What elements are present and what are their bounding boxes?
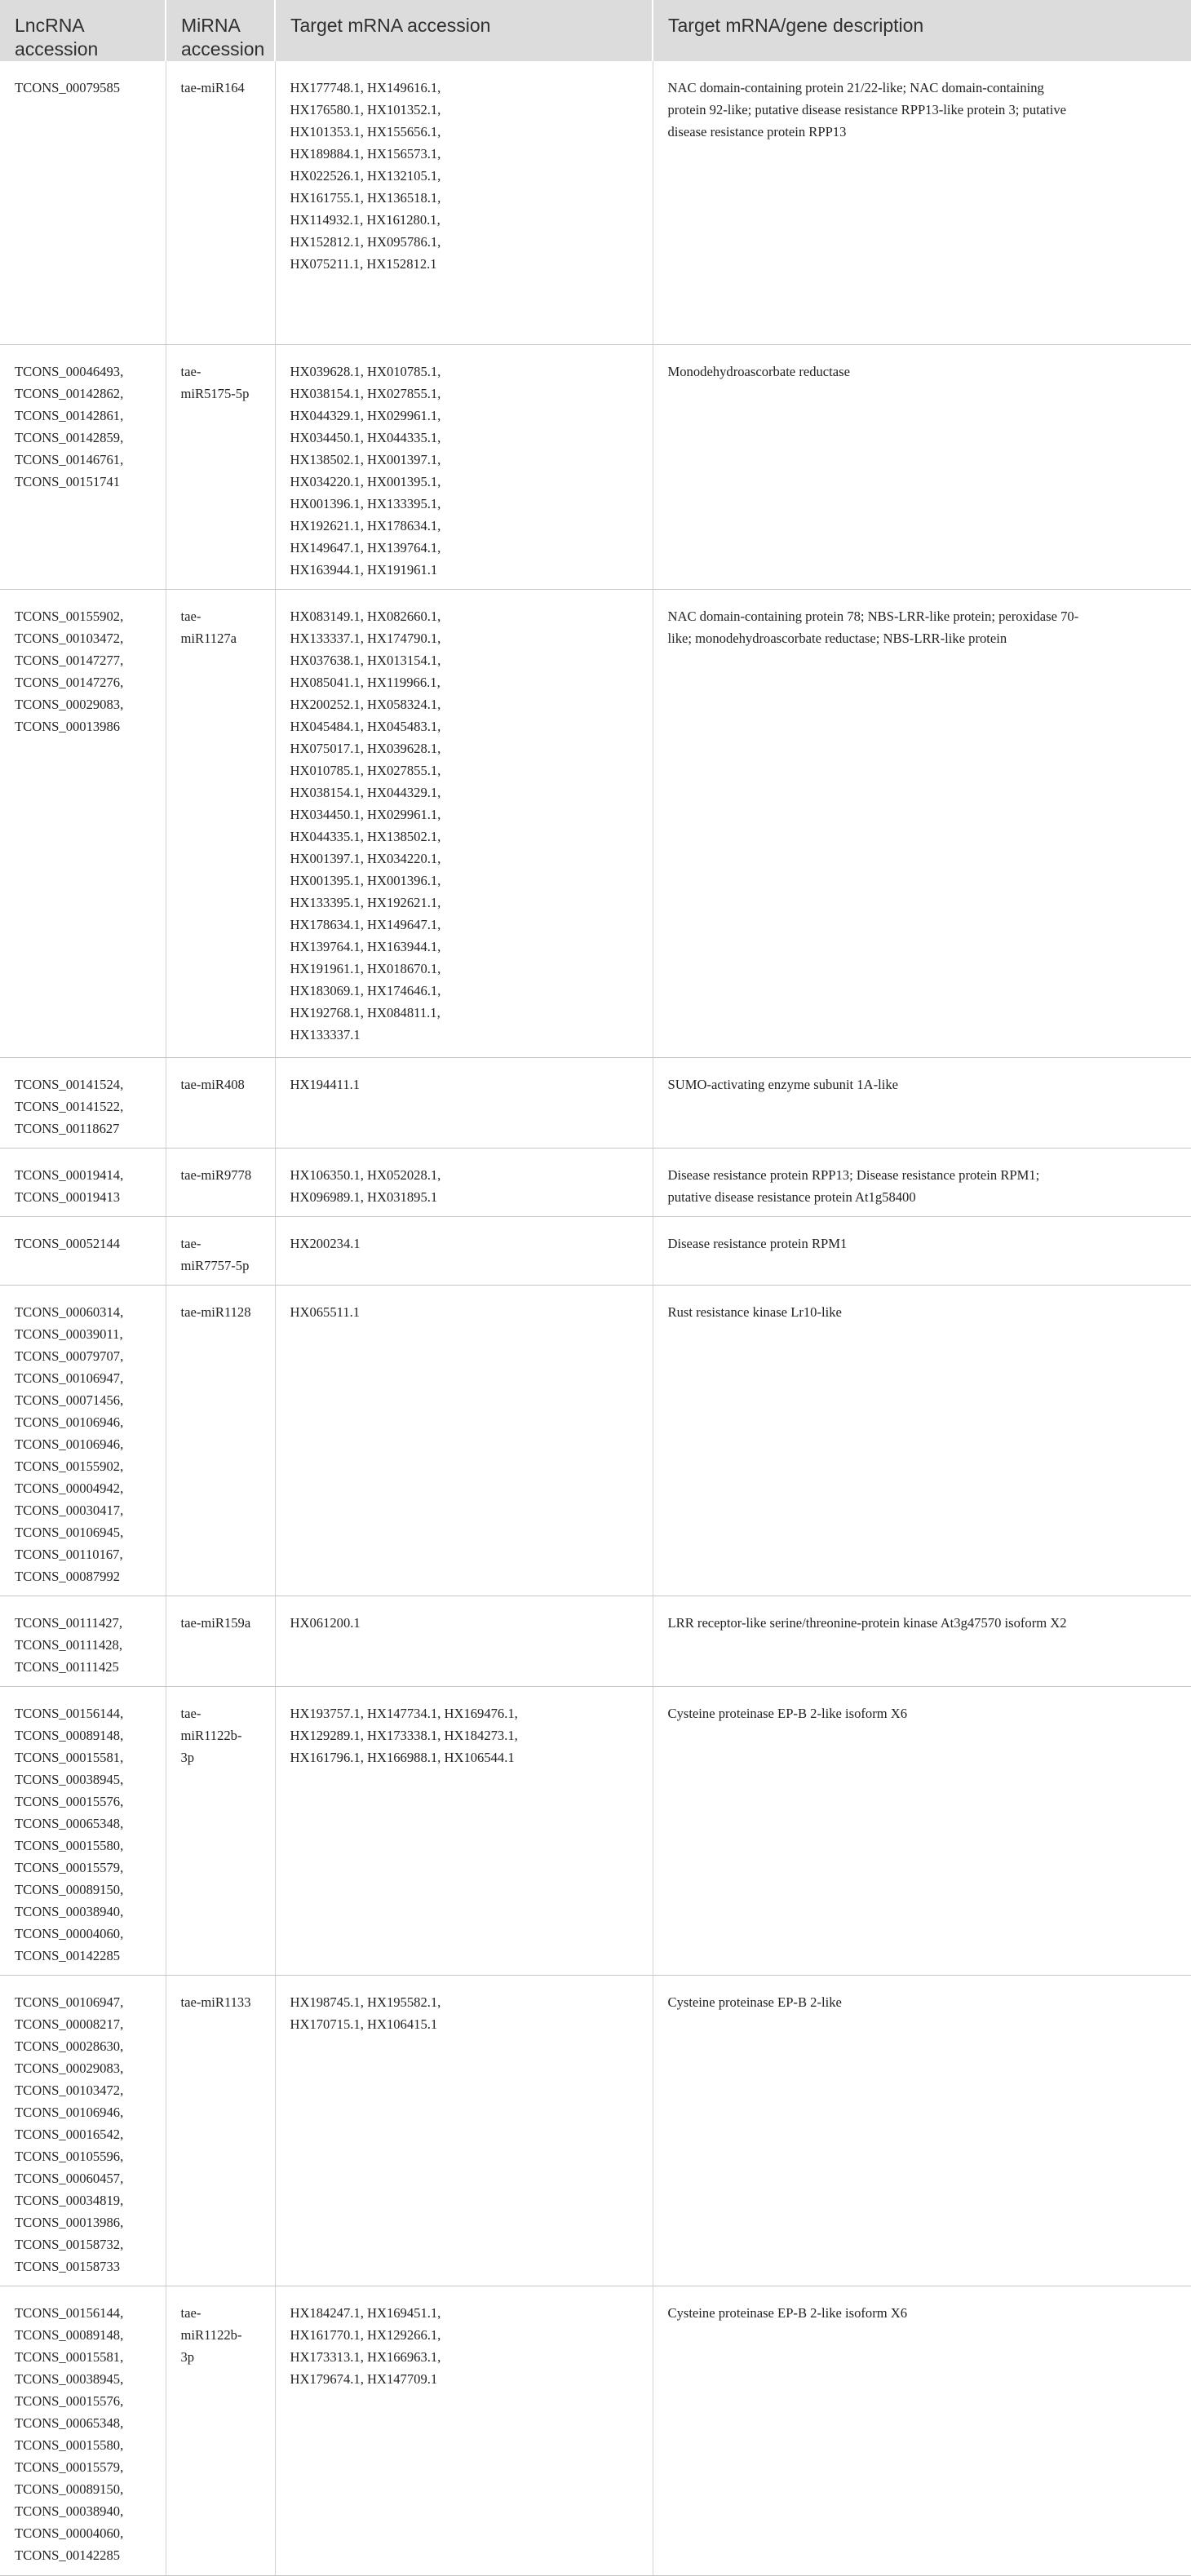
description-cell: Rust resistance kinase Lr10-like [653,1285,1191,1596]
description-cell: LRR receptor-like serine/threonine-protein kinase At3g47570 isoform X2 [653,1596,1191,1686]
target-accession-cell: HX039628.1, HX010785.1, HX038154.1, HX027855.1, HX044329.1, HX029961.1, HX034450.1, HX044335.1, HX138502.1, HX001397.1, HX034220.1, HX001395.1, HX001396.1, HX133395.1, HX192621.1, HX178634.1, HX149647.1, HX139764.1, HX163944.1, HX191961.1 [275,344,653,589]
table-body [0,61,1191,2575]
mirna-cell: tae-miR1128 [166,1285,275,1596]
table-row [0,61,1191,344]
lncrna-cell: TCONS_00155902, TCONS_00103472, TCONS_00147277, TCONS_00147276, TCONS_00029083, TCONS_00013986 [0,589,166,1057]
target-accession-cell: HX184247.1, HX169451.1, HX161770.1, HX129266.1, HX173313.1, HX166963.1, HX179674.1, HX147709.1 [275,2286,653,2575]
description-cell: NAC domain-containing protein 21/22-like; NAC domain-containing protein 92-like; putative disease resistance RPP13-like protein 3; putative disease resistance protein RPP13 [653,61,1191,344]
target-accession-cell: HX106350.1, HX052028.1, HX096989.1, HX031895.1 [275,1148,653,1216]
mirna-cell: tae- miR1122b- 3p [166,2286,275,2575]
mirna-cell: tae- miR1127a [166,589,275,1057]
mirna-cell: tae-miR408 [166,1057,275,1148]
table-row [0,1285,1191,1596]
target-accession-cell: HX194411.1 [275,1057,653,1148]
lncrna-cell: TCONS_00156144, TCONS_00089148, TCONS_00015581, TCONS_00038945, TCONS_00015576, TCONS_00065348, TCONS_00015580, TCONS_00015579, TCONS_00089150, TCONS_00038940, TCONS_00004060, TCONS_00142285 [0,2286,166,2575]
lncrna-cell: TCONS_00046493, TCONS_00142862, TCONS_00142861, TCONS_00142859, TCONS_00146761, TCONS_00151741 [0,344,166,589]
lncrna-cell: TCONS_00060314, TCONS_00039011, TCONS_00079707, TCONS_00106947, TCONS_00071456, TCONS_00106946, TCONS_00106946, TCONS_00155902, TCONS_00004942, TCONS_00030417, TCONS_00106945, TCONS_00110167, TCONS_00087992 [0,1285,166,1596]
lncrna-cell: TCONS_00141524, TCONS_00141522, TCONS_00118627 [0,1057,166,1148]
target-accession-cell: HX193757.1, HX147734.1, HX169476.1, HX129289.1, HX173338.1, HX184273.1, HX161796.1, HX166988.1, HX106544.1 [275,1686,653,1975]
description-cell: Cysteine proteinase EP-B 2-like [653,1975,1191,2286]
mirna-cell: tae- miR1122b- 3p [166,1686,275,1975]
lncrna-cell: TCONS_00111427, TCONS_00111428, TCONS_00111425 [0,1596,166,1686]
target-accession-cell: HX198745.1, HX195582.1, HX170715.1, HX106415.1 [275,1975,653,2286]
table-row [0,1975,1191,2286]
mirna-cell: tae- miR7757-5p [166,1216,275,1285]
description-cell: Disease resistance protein RPM1 [653,1216,1191,1285]
description-cell: SUMO-activating enzyme subunit 1A-like [653,1057,1191,1148]
table-row [0,2286,1191,2575]
header-row [0,0,1191,61]
mirna-cell: tae-miR9778 [166,1148,275,1216]
lncrna-cell: TCONS_00156144, TCONS_00089148, TCONS_00015581, TCONS_00038945, TCONS_00015576, TCONS_00065348, TCONS_00015580, TCONS_00015579, TCONS_00089150, TCONS_00038940, TCONS_00004060, TCONS_00142285 [0,1686,166,1975]
table-row [0,344,1191,589]
target-accession-cell: HX200234.1 [275,1216,653,1285]
table-row [0,1057,1191,1148]
mirna-cell: tae- miR5175-5p [166,344,275,589]
target-accession-cell: HX177748.1, HX149616.1, HX176580.1, HX101352.1, HX101353.1, HX155656.1, HX189884.1, HX156573.1, HX022526.1, HX132105.1, HX161755.1, HX136518.1, HX114932.1, HX161280.1, HX152812.1, HX095786.1, HX075211.1, HX152812.1 [275,61,653,344]
description-cell: Monodehydroascorbate reductase [653,344,1191,589]
target-accession-cell: HX061200.1 [275,1596,653,1686]
table-row [0,1216,1191,1285]
table-row [0,1148,1191,1216]
lncrna-cell: TCONS_00019414, TCONS_00019413 [0,1148,166,1216]
lncrna-cell: TCONS_00106947, TCONS_00008217, TCONS_00028630, TCONS_00029083, TCONS_00103472, TCONS_00106946, TCONS_00016542, TCONS_00105596, TCONS_00060457, TCONS_00034819, TCONS_00013986, TCONS_00158732, TCONS_00158733 [0,1975,166,2286]
description-cell: Cysteine proteinase EP-B 2-like isoform X6 [653,1686,1191,1975]
table-row [0,589,1191,1057]
table-header [0,0,1191,61]
description-cell: Cysteine proteinase EP-B 2-like isoform X6 [653,2286,1191,2575]
table-row [0,1596,1191,1686]
lncrna-cell: TCONS_00052144 [0,1216,166,1285]
mirna-cell: tae-miR164 [166,61,275,344]
lncrna-cell: TCONS_00079585 [0,61,166,344]
header-target-mrna-accession: Target mRNA accession [275,0,653,61]
target-accession-cell: HX083149.1, HX082660.1, HX133337.1, HX174790.1, HX037638.1, HX013154.1, HX085041.1, HX119966.1, HX200252.1, HX058324.1, HX045484.1, HX045483.1, HX075017.1, HX039628.1, HX010785.1, HX027855.1, HX038154.1, HX044329.1, HX034450.1, HX029961.1, HX044335.1, HX138502.1, HX001397.1, HX034220.1, HX001395.1, HX001396.1, HX133395.1, HX192621.1, HX178634.1, HX149647.1, HX139764.1, HX163944.1, HX191961.1, HX018670.1, HX183069.1, HX174646.1, HX192768.1, HX084811.1, HX133337.1 [275,589,653,1057]
description-cell: NAC domain-containing protein 78; NBS-LRR-like protein; peroxidase 70- like; monodehydroascorbate reductase; NBS-LRR-like protein [653,589,1191,1057]
target-accession-cell: HX065511.1 [275,1285,653,1596]
description-cell: Disease resistance protein RPP13; Disease resistance protein RPM1; putative disease resistance protein At1g58400 [653,1148,1191,1216]
mirna-cell: tae-miR1133 [166,1975,275,2286]
header-lncrna-accession: LncRNA accession [0,0,166,61]
header-mirna-accession: MiRNA accession [166,0,275,61]
table-row [0,1686,1191,1975]
mirna-cell: tae-miR159a [166,1596,275,1686]
header-target-description: Target mRNA/gene description [653,0,1191,61]
